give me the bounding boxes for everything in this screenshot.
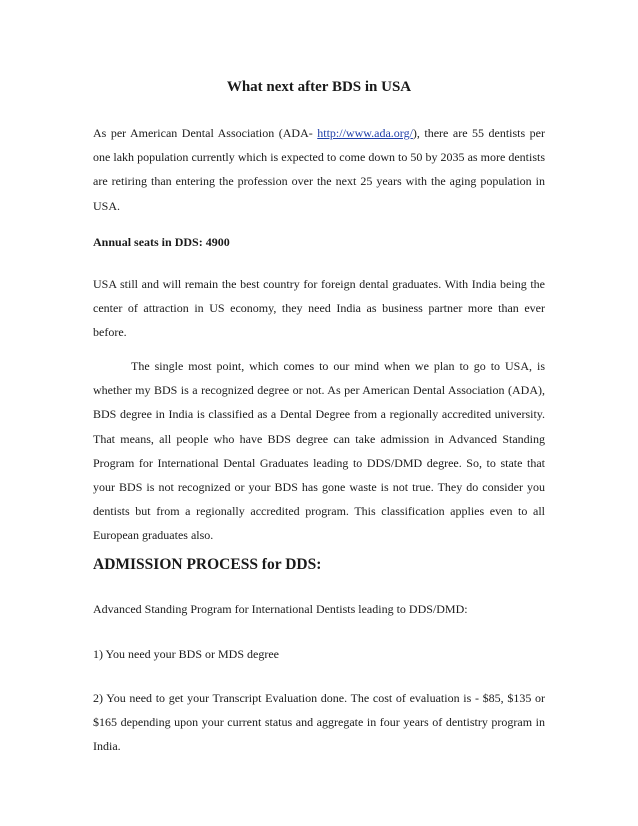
annual-seats-line: Annual seats in DDS: 4900 bbox=[93, 235, 230, 249]
document-title: What next after BDS in USA bbox=[226, 79, 412, 95]
program-line: Advanced Standing Program for International Dentists leading to DDS/DMD: bbox=[93, 602, 468, 616]
intro-text-after-link: ), there are 55 dentists per one lakh population currently which is expected to come down to 50 by 2035 as more dentists are retiring than entering the profession over the next 25 years with the aging population in USA. bbox=[93, 126, 545, 213]
intro-text-before-link: As per American Dental Association (ADA- bbox=[93, 126, 318, 140]
intro-paragraph bbox=[93, 121, 545, 218]
usa-paragraph: USA still and will remain the best country for foreign dental graduates. With India being the center of attraction in US economy, they need India as business partner more than ever before. bbox=[93, 277, 545, 340]
admission-heading: ADMISSION PROCESS for DDS: bbox=[93, 556, 322, 573]
recognition-paragraph: The single most point, which comes to our mind when we plan to go to USA, is whether my BDS is a recognized degree or not. As per American Dental Association (ADA), BDS degree in India is classified as a Dental Degree from a regionally accredited university. That means, all people who have BDS degree can take admission in Advanced Standing Program for International Dental Graduates leading to DDS/DMD degree. So, to state that your BDS is not recognized or your BDS has gone waste is not true. They do consider you dentists but from a regionally accredited program. This classification applies even to all European graduates also. bbox=[93, 359, 545, 543]
step-1: 1) You need your BDS or MDS degree bbox=[93, 647, 279, 661]
step-2: 2) You need to get your Transcript Evaluation done. The cost of evaluation is - $85, $135 or $165 depending upon your current status and aggregate in four years of dentistry program in India. bbox=[93, 691, 545, 754]
ada-website-link[interactable]: http://www.ada.org/ bbox=[317, 126, 413, 140]
